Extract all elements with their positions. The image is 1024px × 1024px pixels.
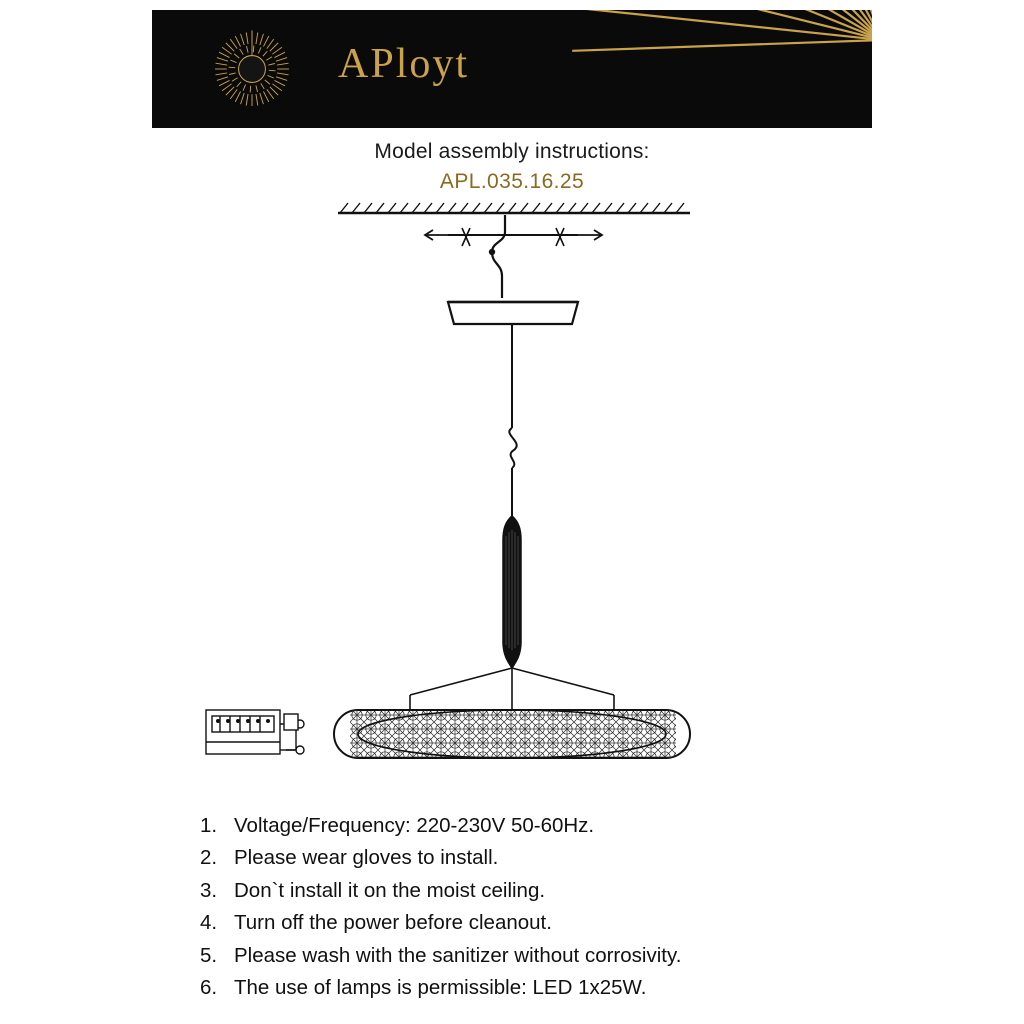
list-item-text: Please wash with the sanitizer without corrosivity. bbox=[234, 943, 682, 967]
list-item bbox=[200, 812, 900, 840]
brand-wordmark: APloyt bbox=[338, 41, 470, 87]
lamp-shade-disc bbox=[334, 706, 690, 762]
mounting-bracket bbox=[425, 215, 602, 298]
list-item-text: Turn off the power before cleanout. bbox=[234, 911, 552, 935]
list-item bbox=[200, 909, 900, 937]
page-title: Model assembly instructions: bbox=[374, 140, 650, 163]
list-item bbox=[200, 942, 900, 970]
list-item-text: Don`t install it on the moist ceiling. bbox=[234, 878, 546, 902]
list-item-text: The use of lamps is permissible: LED 1x25W. bbox=[234, 975, 647, 999]
list-item bbox=[200, 844, 900, 872]
list-item-text: Voltage/Frequency: 220-230V 50-60Hz. bbox=[234, 814, 595, 837]
sunburst-logo-icon bbox=[210, 27, 294, 111]
title-block bbox=[0, 140, 1024, 194]
list-item-number: 2. bbox=[200, 846, 218, 870]
list-item-number: 5. bbox=[200, 943, 218, 967]
list-item bbox=[200, 974, 900, 1002]
list-item-number: 3. bbox=[200, 878, 218, 902]
list-item-text: Please wear gloves to install. bbox=[234, 846, 499, 870]
lamp-stem bbox=[503, 516, 521, 668]
instructions-list bbox=[200, 812, 900, 1006]
list-item bbox=[200, 877, 900, 905]
pendant-lamp-assembly-diagram bbox=[0, 190, 1024, 790]
cable-loop bbox=[509, 428, 516, 468]
list-item-number: 4. bbox=[200, 911, 218, 935]
shade-support-wires bbox=[410, 668, 614, 710]
suspension-cable bbox=[509, 324, 516, 518]
ceiling-cup bbox=[448, 302, 578, 324]
ceiling-hatching bbox=[338, 203, 690, 213]
header-banner bbox=[152, 10, 872, 128]
list-item-number: 1. bbox=[200, 814, 218, 837]
model-code: APL.035.16.25 bbox=[439, 170, 585, 193]
radial-rays-decoration-icon bbox=[552, 10, 872, 128]
terminal-block bbox=[206, 710, 304, 754]
list-item-number: 6. bbox=[200, 975, 218, 999]
